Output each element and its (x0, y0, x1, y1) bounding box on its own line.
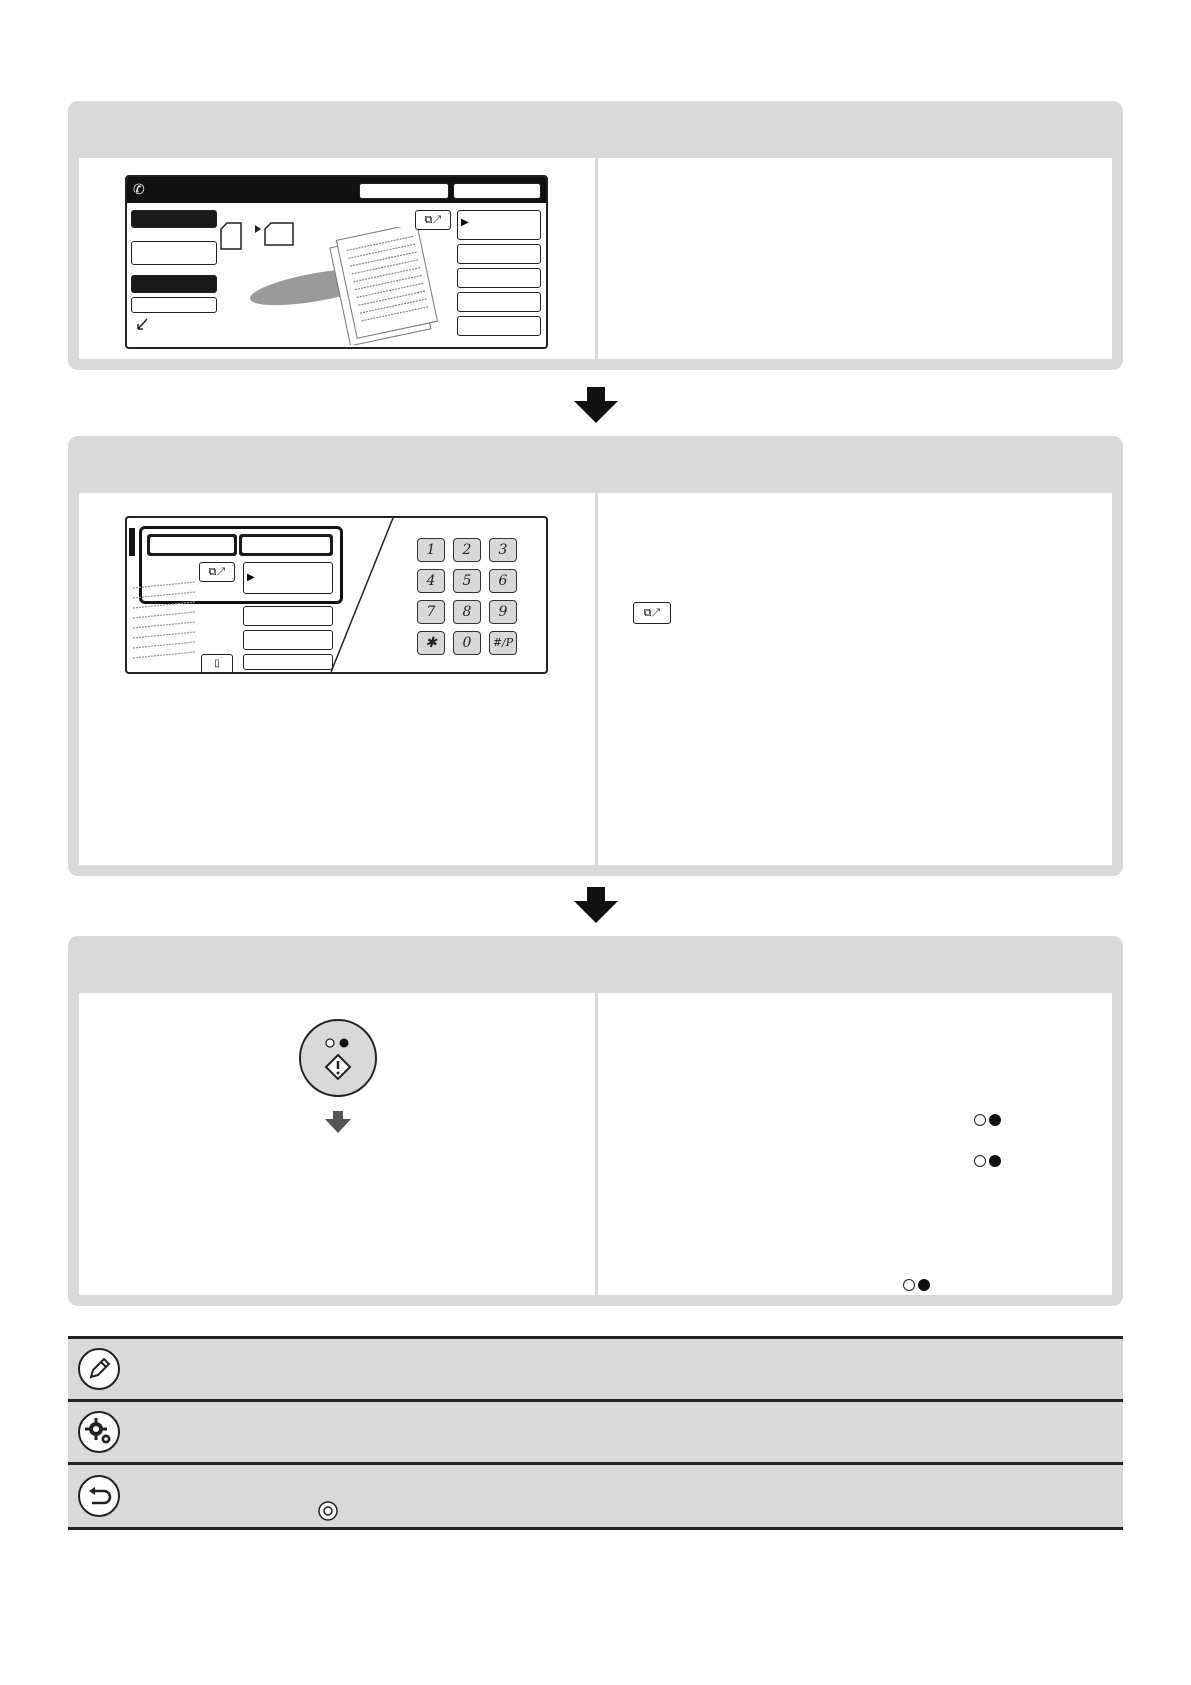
keypad-key[interactable]: 2 (453, 538, 481, 562)
option-button-2[interactable] (243, 630, 333, 650)
screen-edge-mark (129, 528, 135, 556)
left-button-2[interactable] (131, 297, 217, 313)
step-1-divider (595, 158, 598, 359)
ready-led-icon-1 (974, 1111, 1001, 1129)
title-bar-button-2[interactable] (453, 183, 541, 199)
screen-title-bar (127, 177, 546, 203)
keypad-key[interactable]: 3 (489, 538, 517, 562)
title-bar-button-1[interactable] (359, 183, 449, 199)
keypad-key[interactable]: 8 (453, 600, 481, 624)
ready-led-icon-3 (903, 1276, 930, 1294)
step-1-box (68, 101, 1123, 370)
left-tab-2[interactable] (131, 275, 217, 293)
keypad-key[interactable]: 6 (489, 569, 517, 593)
keypad-key[interactable]: 5 (453, 569, 481, 593)
right-button-4[interactable] (457, 292, 541, 312)
option-button-1[interactable] (243, 606, 333, 626)
return-cancel-icon (78, 1475, 120, 1517)
left-button-1[interactable] (131, 241, 217, 265)
gear-settings-icon (78, 1411, 120, 1453)
fax-mode-button[interactable] (243, 562, 333, 594)
top-button-2[interactable] (239, 534, 333, 556)
step-2-box (68, 436, 1123, 876)
right-button-2[interactable] (457, 244, 541, 264)
document-texture (131, 578, 197, 668)
keypad-key[interactable]: 0 (453, 631, 481, 655)
step-arrow-2 (574, 887, 618, 923)
keypad-key[interactable]: 1 (417, 538, 445, 562)
left-tab-1[interactable] (131, 210, 217, 228)
fax-keypad-screen (125, 516, 548, 674)
panel-split-line (323, 518, 403, 672)
step-3-box (68, 936, 1123, 1306)
note-row-1 (68, 1339, 1123, 1399)
step-2-body (79, 493, 1112, 865)
right-button-3[interactable] (457, 268, 541, 288)
phone-icon: ✆ (133, 181, 145, 197)
note-rule-bottom (68, 1527, 1123, 1530)
note-row-3 (68, 1465, 1123, 1527)
top-button-1[interactable] (147, 534, 237, 556)
keypad-key[interactable]: 4 (417, 569, 445, 593)
document-feed-illustration (247, 227, 447, 345)
step-arrow-1 (574, 387, 618, 423)
stop-key-icon (317, 1500, 339, 1522)
right-button-1-arrow: ▶ (461, 217, 469, 228)
step-3-divider (595, 993, 598, 1295)
top-button-1-face (150, 537, 234, 553)
pencil-note-icon (78, 1348, 120, 1390)
result-arrow-icon (325, 1111, 351, 1133)
right-button-5[interactable] (457, 316, 541, 336)
numeric-keypad (417, 538, 537, 664)
hook-icon (135, 315, 151, 333)
top-button-2-face (242, 537, 330, 553)
ready-led-icon-2 (974, 1152, 1001, 1170)
bottom-tab-icon[interactable]: ▯ (201, 654, 233, 674)
memory-send-icon[interactable]: ⧉↗ (415, 210, 451, 230)
fax-mode-arrow: ▶ (247, 572, 255, 583)
step-3-body (79, 993, 1112, 1295)
right-button-1[interactable] (457, 210, 541, 240)
fax-base-screen (125, 175, 548, 349)
keypad-key[interactable]: 9 (489, 600, 517, 624)
start-key-icon[interactable] (297, 1017, 379, 1099)
memory-send-key[interactable]: ⧉↗ (199, 562, 235, 582)
option-button-3[interactable] (243, 654, 333, 670)
step-1-body (79, 158, 1112, 359)
note-row-2 (68, 1402, 1123, 1462)
keypad-key[interactable]: ✱ (417, 631, 445, 655)
memory-send-icon-inline: ⧉↗ (633, 602, 671, 624)
keypad-key[interactable]: #/P (489, 631, 517, 655)
keypad-key[interactable]: 7 (417, 600, 445, 624)
step-2-divider (595, 493, 598, 865)
